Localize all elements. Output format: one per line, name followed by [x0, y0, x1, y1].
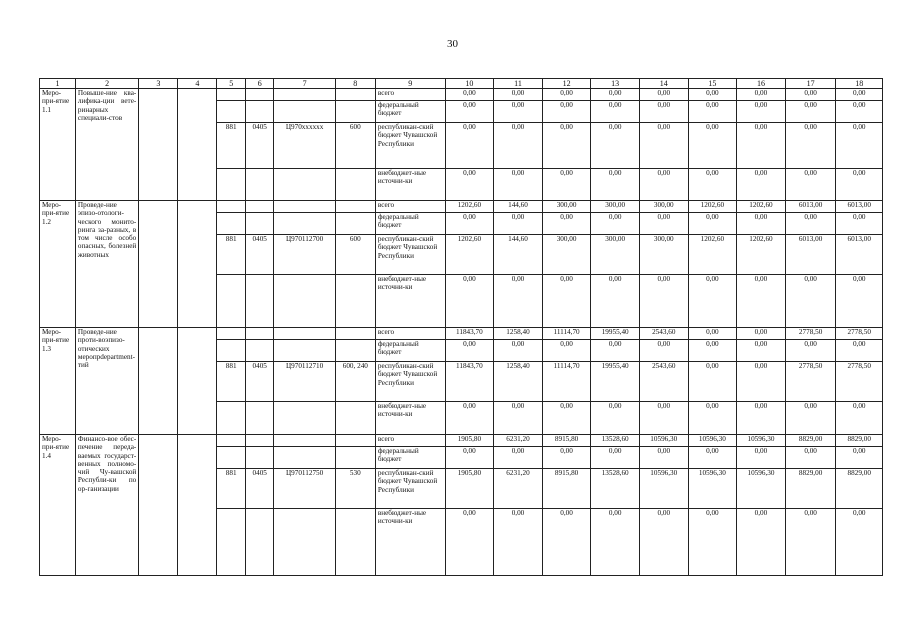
column-number: 5	[217, 79, 246, 89]
funding-source: внебюджет-ные источни-ки	[375, 509, 445, 576]
amount-cell: 0,00	[737, 123, 786, 169]
amount-cell: 144,60	[494, 235, 543, 275]
empty-cell	[274, 169, 335, 201]
empty-cell	[217, 275, 246, 328]
rzpr-code: 0405	[245, 469, 274, 509]
table-row	[40, 201, 883, 213]
amount-cell: 10596,30	[737, 435, 786, 447]
amount-cell: 6231,20	[494, 435, 543, 447]
funding-source: всего	[375, 328, 445, 340]
amount-cell: 13528,60	[591, 435, 640, 447]
amount-cell: 300,00	[542, 235, 591, 275]
amount-cell: 0,00	[785, 340, 836, 362]
empty-cell	[274, 201, 335, 213]
amount-cell: 300,00	[591, 235, 640, 275]
amount-cell: 0,00	[494, 89, 543, 101]
amount-cell: 300,00	[639, 201, 688, 213]
empty-cell	[178, 435, 217, 576]
amount-cell: 2778,50	[785, 328, 836, 340]
amount-cell: 0,00	[542, 509, 591, 576]
csr-code: Ц970xxxxxx	[274, 123, 335, 169]
amount-cell: 0,00	[688, 509, 737, 576]
amount-cell: 1202,60	[737, 201, 786, 213]
column-number: 12	[542, 79, 591, 89]
empty-cell	[335, 89, 375, 101]
empty-cell	[274, 447, 335, 469]
amount-cell: 300,00	[542, 201, 591, 213]
column-number: 13	[591, 79, 640, 89]
empty-cell	[217, 213, 246, 235]
amount-cell: 6013,00	[836, 235, 883, 275]
amount-cell: 8829,00	[785, 435, 836, 447]
measure-name: Финансо-вое обес-печение переда-ваемых государст-венных полномо-чий Чу-вашской Республи-ки по ор-ганизации	[75, 435, 138, 576]
grbs-code: 881	[217, 362, 246, 402]
funding-source: всего	[375, 435, 445, 447]
amount-cell: 0,00	[542, 169, 591, 201]
amount-cell: 0,00	[494, 275, 543, 328]
amount-cell: 0,00	[445, 509, 494, 576]
funding-source: всего	[375, 201, 445, 213]
amount-cell: 0,00	[688, 447, 737, 469]
amount-cell: 0,00	[785, 101, 836, 123]
amount-cell: 0,00	[688, 123, 737, 169]
measure-name: Повыше-ние ква-лифика-ции вете-ринарных специали-стов	[75, 89, 138, 201]
amount-cell: 0,00	[836, 340, 883, 362]
funding-source: республикан-ский бюджет Чувашской Республики	[375, 362, 445, 402]
amount-cell: 1202,60	[445, 201, 494, 213]
amount-cell: 0,00	[494, 169, 543, 201]
amount-cell: 0,00	[494, 213, 543, 235]
empty-cell	[335, 101, 375, 123]
amount-cell: 0,00	[639, 101, 688, 123]
empty-cell	[245, 89, 274, 101]
empty-cell	[139, 435, 178, 576]
budget-table	[39, 78, 883, 576]
empty-cell	[245, 201, 274, 213]
empty-cell	[245, 402, 274, 435]
amount-cell: 6013,00	[785, 201, 836, 213]
amount-cell: 0,00	[836, 101, 883, 123]
amount-cell: 0,00	[639, 169, 688, 201]
amount-cell: 0,00	[591, 213, 640, 235]
amount-cell: 0,00	[836, 169, 883, 201]
empty-cell	[139, 201, 178, 328]
amount-cell: 0,00	[836, 509, 883, 576]
empty-cell	[335, 201, 375, 213]
measure-name: Проведе-ние проти-воэпизо-отических меропрdepartment-тий	[75, 328, 138, 435]
amount-cell: 0,00	[494, 402, 543, 435]
amount-cell: 0,00	[591, 447, 640, 469]
empty-cell	[245, 169, 274, 201]
measure-id: Меро-при-ятие 1.3	[40, 328, 76, 435]
amount-cell: 11114,70	[542, 328, 591, 340]
empty-cell	[245, 509, 274, 576]
amount-cell: 1202,60	[688, 235, 737, 275]
amount-cell: 0,00	[688, 402, 737, 435]
amount-cell: 0,00	[591, 123, 640, 169]
column-number: 14	[639, 79, 688, 89]
amount-cell: 19955,40	[591, 362, 640, 402]
funding-source: федеральный бюджет	[375, 213, 445, 235]
empty-cell	[139, 328, 178, 435]
table-row	[40, 435, 883, 447]
empty-cell	[335, 402, 375, 435]
column-number-row	[40, 79, 883, 89]
funding-source: внебюджет-ные источни-ки	[375, 275, 445, 328]
column-number: 6	[245, 79, 274, 89]
amount-cell: 0,00	[445, 402, 494, 435]
amount-cell: 0,00	[836, 275, 883, 328]
empty-cell	[274, 340, 335, 362]
column-number: 3	[139, 79, 178, 89]
amount-cell: 0,00	[737, 101, 786, 123]
amount-cell: 0,00	[591, 101, 640, 123]
empty-cell	[217, 328, 246, 340]
amount-cell: 0,00	[737, 213, 786, 235]
funding-source: внебюджет-ные источни-ки	[375, 169, 445, 201]
rzpr-code: 0405	[245, 362, 274, 402]
funding-source: федеральный бюджет	[375, 340, 445, 362]
empty-cell	[178, 89, 217, 201]
amount-cell: 0,00	[785, 509, 836, 576]
empty-cell	[217, 101, 246, 123]
amount-cell: 0,00	[445, 340, 494, 362]
amount-cell: 0,00	[591, 402, 640, 435]
amount-cell: 144,60	[494, 201, 543, 213]
amount-cell: 13528,60	[591, 469, 640, 509]
rzpr-code: 0405	[245, 235, 274, 275]
amount-cell: 0,00	[542, 123, 591, 169]
amount-cell: 0,00	[639, 123, 688, 169]
amount-cell: 0,00	[785, 213, 836, 235]
amount-cell: 0,00	[639, 275, 688, 328]
empty-cell	[335, 435, 375, 447]
empty-cell	[217, 169, 246, 201]
amount-cell: 10596,30	[688, 469, 737, 509]
funding-source: федеральный бюджет	[375, 447, 445, 469]
empty-cell	[245, 275, 274, 328]
amount-cell: 0,00	[542, 213, 591, 235]
empty-cell	[274, 328, 335, 340]
empty-cell	[178, 201, 217, 328]
amount-cell: 8915,80	[542, 435, 591, 447]
empty-cell	[335, 275, 375, 328]
vr-code: 600	[335, 123, 375, 169]
empty-cell	[217, 447, 246, 469]
column-number: 7	[274, 79, 335, 89]
amount-cell: 0,00	[688, 328, 737, 340]
amount-cell: 0,00	[494, 340, 543, 362]
amount-cell: 0,00	[445, 101, 494, 123]
amount-cell: 0,00	[445, 213, 494, 235]
amount-cell: 0,00	[836, 213, 883, 235]
funding-source: республикан-ский бюджет Чувашской Республики	[375, 235, 445, 275]
measure-id: Меро-при-ятие 1.4	[40, 435, 76, 576]
empty-cell	[217, 201, 246, 213]
amount-cell: 0,00	[494, 101, 543, 123]
amount-cell: 0,00	[785, 89, 836, 101]
column-number: 2	[75, 79, 138, 89]
table-row	[40, 89, 883, 101]
amount-cell: 0,00	[836, 402, 883, 435]
empty-cell	[245, 340, 274, 362]
amount-cell: 10596,30	[639, 435, 688, 447]
vr-code: 600, 240	[335, 362, 375, 402]
amount-cell: 0,00	[639, 89, 688, 101]
amount-cell: 1202,60	[737, 235, 786, 275]
empty-cell	[274, 509, 335, 576]
amount-cell: 0,00	[785, 123, 836, 169]
empty-cell	[245, 213, 274, 235]
amount-cell: 0,00	[688, 101, 737, 123]
rzpr-code: 0405	[245, 123, 274, 169]
table-row	[40, 328, 883, 340]
measure-id: Меро-при-ятие 1.1	[40, 89, 76, 201]
column-number: 8	[335, 79, 375, 89]
amount-cell: 2778,50	[836, 328, 883, 340]
empty-cell	[245, 447, 274, 469]
amount-cell: 0,00	[688, 340, 737, 362]
amount-cell: 0,00	[836, 89, 883, 101]
amount-cell: 0,00	[445, 447, 494, 469]
amount-cell: 0,00	[639, 509, 688, 576]
amount-cell: 0,00	[639, 340, 688, 362]
empty-cell	[335, 340, 375, 362]
amount-cell: 1905,80	[445, 469, 494, 509]
amount-cell: 0,00	[639, 402, 688, 435]
amount-cell: 0,00	[737, 402, 786, 435]
amount-cell: 6013,00	[836, 201, 883, 213]
amount-cell: 0,00	[785, 275, 836, 328]
column-number: 10	[445, 79, 494, 89]
empty-cell	[335, 328, 375, 340]
funding-source: республикан-ский бюджет Чувашской Республики	[375, 123, 445, 169]
measure-name: Проведе-ние эпизо-отологи-ческого монито-ринга за-разных, в том числе особо опасных, болезней животных	[75, 201, 138, 328]
amount-cell: 0,00	[836, 447, 883, 469]
amount-cell: 6013,00	[785, 235, 836, 275]
empty-cell	[335, 169, 375, 201]
amount-cell: 0,00	[494, 123, 543, 169]
measure-id: Меро-при-ятие 1.2	[40, 201, 76, 328]
amount-cell: 0,00	[591, 340, 640, 362]
amount-cell: 0,00	[737, 509, 786, 576]
amount-cell: 2543,60	[639, 362, 688, 402]
amount-cell: 11114,70	[542, 362, 591, 402]
amount-cell: 11843,70	[445, 362, 494, 402]
grbs-code: 881	[217, 123, 246, 169]
amount-cell: 0,00	[688, 362, 737, 402]
amount-cell: 8829,00	[785, 469, 836, 509]
amount-cell: 0,00	[688, 275, 737, 328]
funding-source: внебюджет-ные источни-ки	[375, 402, 445, 435]
empty-cell	[274, 213, 335, 235]
amount-cell: 0,00	[542, 447, 591, 469]
amount-cell: 0,00	[494, 447, 543, 469]
empty-cell	[335, 509, 375, 576]
empty-cell	[274, 101, 335, 123]
csr-code: Ц970112700	[274, 235, 335, 275]
amount-cell: 0,00	[737, 340, 786, 362]
funding-source: федеральный бюджет	[375, 101, 445, 123]
amount-cell: 0,00	[737, 89, 786, 101]
amount-cell: 0,00	[785, 447, 836, 469]
amount-cell: 0,00	[737, 275, 786, 328]
amount-cell: 0,00	[445, 89, 494, 101]
amount-cell: 0,00	[445, 123, 494, 169]
amount-cell: 0,00	[542, 340, 591, 362]
amount-cell: 0,00	[591, 275, 640, 328]
amount-cell: 0,00	[737, 447, 786, 469]
empty-cell	[217, 435, 246, 447]
amount-cell: 0,00	[445, 275, 494, 328]
amount-cell: 0,00	[445, 169, 494, 201]
amount-cell: 0,00	[591, 509, 640, 576]
empty-cell	[274, 89, 335, 101]
column-number: 16	[737, 79, 786, 89]
empty-cell	[274, 402, 335, 435]
amount-cell: 6231,20	[494, 469, 543, 509]
empty-cell	[217, 89, 246, 101]
amount-cell: 1258,40	[494, 362, 543, 402]
amount-cell: 0,00	[737, 362, 786, 402]
amount-cell: 1202,60	[688, 201, 737, 213]
column-number: 15	[688, 79, 737, 89]
empty-cell	[139, 89, 178, 201]
page-number: 30	[447, 38, 458, 50]
amount-cell: 0,00	[639, 213, 688, 235]
column-number: 18	[836, 79, 883, 89]
grbs-code: 881	[217, 469, 246, 509]
empty-cell	[245, 435, 274, 447]
amount-cell: 1202,60	[445, 235, 494, 275]
amount-cell: 0,00	[542, 402, 591, 435]
empty-cell	[245, 101, 274, 123]
amount-cell: 0,00	[836, 123, 883, 169]
amount-cell: 2778,50	[836, 362, 883, 402]
vr-code: 530	[335, 469, 375, 509]
amount-cell: 300,00	[591, 201, 640, 213]
empty-cell	[217, 340, 246, 362]
amount-cell: 0,00	[542, 101, 591, 123]
amount-cell: 0,00	[639, 447, 688, 469]
csr-code: Ц970112750	[274, 469, 335, 509]
empty-cell	[335, 213, 375, 235]
grbs-code: 881	[217, 235, 246, 275]
column-number: 9	[375, 79, 445, 89]
column-number: 17	[785, 79, 836, 89]
amount-cell: 0,00	[688, 169, 737, 201]
amount-cell: 0,00	[591, 89, 640, 101]
amount-cell: 0,00	[688, 213, 737, 235]
empty-cell	[274, 435, 335, 447]
csr-code: Ц970112710	[274, 362, 335, 402]
amount-cell: 11843,70	[445, 328, 494, 340]
amount-cell: 0,00	[737, 328, 786, 340]
amount-cell: 0,00	[542, 275, 591, 328]
amount-cell: 0,00	[737, 169, 786, 201]
amount-cell: 10596,30	[639, 469, 688, 509]
amount-cell: 0,00	[591, 169, 640, 201]
amount-cell: 300,00	[639, 235, 688, 275]
empty-cell	[245, 328, 274, 340]
amount-cell: 19955,40	[591, 328, 640, 340]
column-number: 11	[494, 79, 543, 89]
amount-cell: 0,00	[785, 169, 836, 201]
amount-cell: 8829,00	[836, 469, 883, 509]
amount-cell: 2543,60	[639, 328, 688, 340]
empty-cell	[217, 509, 246, 576]
column-number: 4	[178, 79, 217, 89]
empty-cell	[274, 275, 335, 328]
empty-cell	[178, 328, 217, 435]
funding-source: республикан-ский бюджет Чувашской Республики	[375, 469, 445, 509]
funding-source: всего	[375, 89, 445, 101]
amount-cell: 8915,80	[542, 469, 591, 509]
amount-cell: 1258,40	[494, 328, 543, 340]
amount-cell: 10596,30	[737, 469, 786, 509]
empty-cell	[217, 402, 246, 435]
amount-cell: 0,00	[688, 89, 737, 101]
amount-cell: 10596,30	[688, 435, 737, 447]
amount-cell: 1905,80	[445, 435, 494, 447]
amount-cell: 0,00	[785, 402, 836, 435]
amount-cell: 0,00	[494, 509, 543, 576]
amount-cell: 8829,00	[836, 435, 883, 447]
amount-cell: 0,00	[542, 89, 591, 101]
amount-cell: 2778,50	[785, 362, 836, 402]
empty-cell	[335, 447, 375, 469]
vr-code: 600	[335, 235, 375, 275]
column-number: 1	[40, 79, 76, 89]
